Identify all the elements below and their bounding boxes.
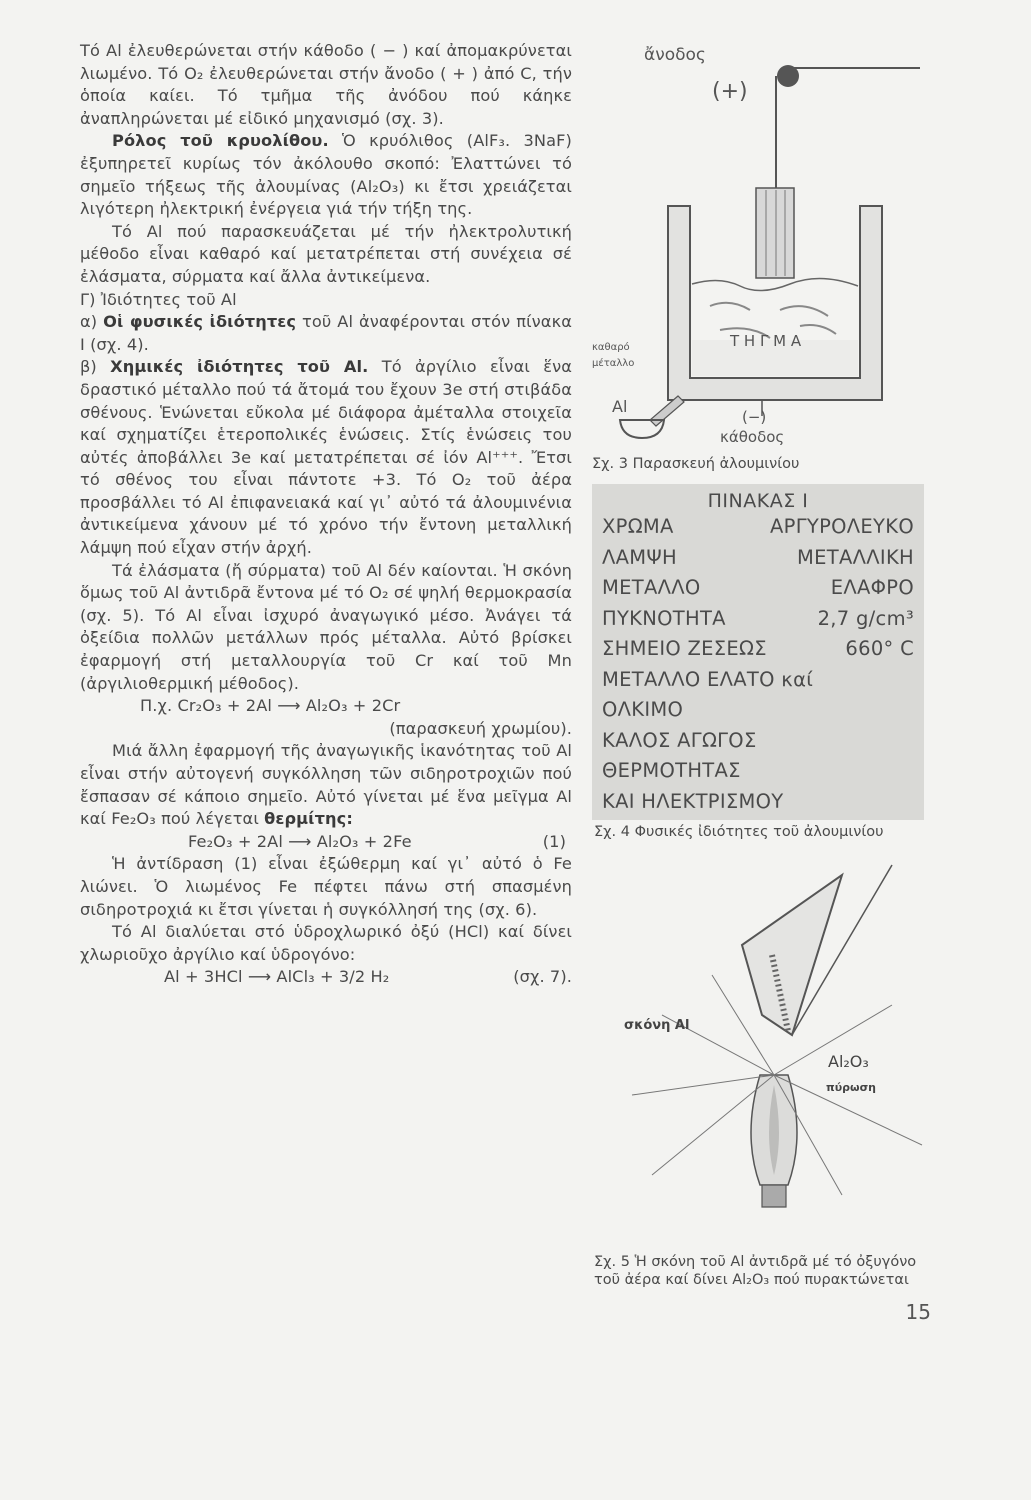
section-heading-properties: Γ) Ἰδιότητες τοῦ Al bbox=[80, 289, 237, 309]
pure-metal-label-1: καθαρό bbox=[592, 342, 630, 353]
chemical-heading: Χημικές ἰδιότητες τοῦ Al. bbox=[110, 357, 369, 377]
paragraph-electrolysis: Τό Al ἐλευθερώνεται στήν κάθοδο ( − ) καί ἀπομακρύνεται λιωμένο. Τό O₂ ἐλευθερώνεται στήν ἄνοδο ( + ) ἀπό C, τήν ὁποία καίει. Τό τμῆμα τῆς ἀνόδου πού κάηκε ἀναπληρώνεται μέ εἰδικό μηχανισμό (σχ. 3). bbox=[80, 41, 572, 128]
paragraph-physical bbox=[80, 311, 572, 356]
physical-heading: Οἱ φυσικές ἰδιότητες bbox=[103, 312, 297, 332]
burner-icon bbox=[762, 1185, 786, 1207]
table-row: ΚΑΙ ΗΛΕΚΤΡΙΣΜΟΥ bbox=[602, 789, 784, 813]
table-row bbox=[592, 573, 924, 604]
paper-funnel-icon bbox=[742, 875, 842, 1035]
paragraph-hcl: Τό Al διαλύεται στό ὑδροχλωρικό ὀξύ (HCl) καί δίνει χλωριοῦχο ἀργίλιο καί ὑδρογόνο: bbox=[80, 922, 572, 964]
figure-5-caption: Σχ. 5 Ἡ σκόνη τοῦ Al ἀντιδρᾶ μέ τό ὀξυγόνο τοῦ ἀέρα καί δίνει Al₂O₃ πού πυρακτώνεται bbox=[594, 1254, 917, 1288]
anode-sign: (+) bbox=[712, 79, 748, 104]
oxide-label: Al₂O₃ bbox=[828, 1052, 869, 1071]
equation-thermite bbox=[80, 831, 572, 854]
row-value: ΕΛΑΦΡΟ bbox=[830, 576, 914, 599]
figure-3-caption: Σχ. 3 Παρασκευή ἀλουμινίου bbox=[592, 456, 800, 472]
electrolysis-diagram bbox=[590, 40, 920, 480]
list-marker-a: α) bbox=[80, 312, 104, 332]
row-value: ΜΕΤΑΛΛΙΚΗ bbox=[797, 545, 914, 569]
table-row bbox=[592, 604, 924, 635]
table-row: ΘΕΡΜΟΤΗΤΑΣ bbox=[602, 759, 741, 782]
table-row bbox=[592, 634, 924, 665]
chemical-text: Τό ἀργίλιο εἶναι ἕνα δραστικό μέταλλο πού τά ἄτομά του ἔχουν 3e στή στιβάδα σθένους. Ἑνώνεται εὔκολα μέ διάφορα ἀμέταλλα στοιχεῖα καί σχηματίζει ἑτεροπολικές ἑνώσεις. Στίς ἑνώσεις του αὐτές ἀποβάλλει 3e καί μετατρέπεται σέ ἰόν Al⁺⁺⁺. Ἔτσι τό σθένος του εἶναι πάντοτε +3. Τό O₂ τοῦ ἀέρα προσβάλλει τό Al ἐπιφανειακά καί γι᾿ αὐτό τά ἀλουμινένια ἀντικείμενα χάνουν μέ τό χρόνο τήν ἔντονη μεταλλική λάμψη πού εἶχαν στήν ἀρχή. bbox=[80, 357, 572, 558]
paragraph-cryolite bbox=[80, 130, 572, 220]
paragraph-powder: Τά ἐλάσματα (ἤ σύρματα) τοῦ Al δέν καίονται. Ἡ σκόνη ὅμως τοῦ Al ἀντιδρᾶ ἔντονα μέ τό O₂ σέ ψηλή θερμοκρασία (σχ. 5). Τό Al εἶναι ἰσχυρό ἀναγωγικό μέσο. Ἀνάγει τά ὀξείδια πολλῶν μετάλλων πρός μέταλλα. Αὐτό βρίσκει ἐφαρμογή στή μεταλλουργία τοῦ Cr καί τοῦ Mn (ἀργιλιοθερμική μέθοδος). bbox=[80, 560, 572, 693]
cathode-sign: (−) bbox=[742, 408, 767, 426]
powder-diagram bbox=[592, 845, 932, 1255]
figure-al-powder bbox=[592, 845, 932, 1288]
paragraph-welding: Ἡ ἀντίδραση (1) εἶναι ἐξώθερμη καί γι᾿ αὐτό ὁ Fe λιώνει. Ὁ λιωμένος Fe πέφτει πάνω στή σπασμένη σιδηροτροχιά κι ἔτσι γίνεται ἡ συγκόλλησή της (σχ. 6). bbox=[80, 854, 572, 919]
list-marker-b: β) bbox=[80, 357, 111, 377]
cryolite-heading: Ρόλος τοῦ κρυολίθου. bbox=[112, 131, 329, 151]
figure-4-caption: Σχ. 4 Φυσικές ἰδιότητες τοῦ ἀλουμινίου bbox=[594, 824, 884, 840]
page-number: 15 bbox=[905, 1300, 931, 1324]
cryolite-text: Ὁ κρυόλιθος (AlF₃. 3NaF) ἐξυπηρετεῖ κυρίως τόν ἀκόλουθο σκοπό: Ἐλαττώνει τό σημεῖο τήξεως τῆς ἀλουμίνας (Al₂O₃) κι ἔτσι χρειάζεται λιγότερη ἠλεκτρική ἐνέργεια γιά τήν τήξη της. bbox=[80, 131, 572, 219]
paragraph-thermite bbox=[80, 740, 572, 830]
row-key: ΜΕΤΑΛΛΟ bbox=[602, 576, 701, 599]
al-label: Al bbox=[612, 397, 628, 416]
table-title: ΠΙΝΑΚΑΣ Ι bbox=[707, 490, 809, 512]
table-row: ΜΕΤΑΛΛΟ ΕΛΑΤΟ καί bbox=[602, 667, 814, 691]
table-row bbox=[592, 512, 924, 543]
paragraph-pure-al: Τό Al πού παρασκευάζεται μέ τήν ἠλεκτρολυτική μέθοδο εἶναι καθαρό καί μετατρέπεται στή συνέχεια σέ ἐλάσματα, σύρματα καί ἄλλα ἀντικείμενα. bbox=[80, 221, 572, 286]
equation-thermite-formula: Fe₂O₃ + 2Al ⟶ Al₂O₃ + 2Fe bbox=[188, 831, 412, 851]
table-row bbox=[592, 543, 924, 574]
row-key: ΠΥΚΝΟΤΗΤΑ bbox=[602, 606, 726, 630]
row-key: ΧΡΩΜΑ bbox=[602, 515, 674, 538]
equation-chromium-note: (παρασκευή χρωμίου). bbox=[389, 718, 572, 738]
table-row: ΟΛΚΙΜΟ bbox=[602, 698, 684, 721]
carbon-anode bbox=[756, 188, 794, 278]
row-value: 660° C bbox=[845, 637, 914, 660]
cathode-label: κάθοδος bbox=[720, 428, 785, 446]
equation-hcl bbox=[80, 966, 572, 989]
pure-metal-label-2: μέταλλο bbox=[592, 358, 635, 369]
row-value: ΑΡΓΥΡΟΛΕΥΚΟ bbox=[770, 515, 914, 538]
equation-hcl-ref: (σχ. 7). bbox=[513, 967, 572, 987]
equation-hcl-formula: Al + 3HCl ⟶ AlCl₃ + 3/2 H₂ bbox=[164, 967, 390, 987]
row-key: ΣΗΜΕΙΟ ΖΕΣΕΩΣ bbox=[602, 637, 767, 660]
table-physical-properties bbox=[592, 484, 924, 820]
table-row: ΚΑΛΟΣ ΑΓΩΓΟΣ bbox=[602, 728, 757, 752]
main-text-column bbox=[80, 40, 572, 989]
equation-chromium: Π.χ. Cr₂O₃ + 2Al ⟶ Al₂O₃ + 2Cr bbox=[140, 696, 401, 716]
fire-label: πύρωση bbox=[826, 1081, 876, 1094]
figure-electrolysis-cell bbox=[590, 40, 920, 480]
thermite-heading: θερμίτης: bbox=[264, 809, 353, 829]
row-value: 2,7 g/cm³ bbox=[817, 606, 914, 630]
anode-label: ἄνοδος bbox=[644, 45, 706, 65]
physical-text: τοῦ Al ἀναφέρονται στόν πίνακα Ι (σχ. 4). bbox=[80, 312, 572, 354]
equation-number: (1) bbox=[542, 831, 566, 851]
paragraph-chemical bbox=[80, 356, 572, 559]
row-key: ΛΑΜΨΗ bbox=[602, 545, 678, 569]
melt-surface bbox=[692, 278, 858, 290]
thermite-text: Μιά ἄλλη ἐφαρμογή τῆς ἀναγωγικῆς ἱκανότητας τοῦ Al εἶναι στήν αὐτογενή συγκόλληση τῶν σιδηροτροχιῶν πού ἔσπασαν σέ κάποιο σημεῖο. Αὐτό γίνεται μέ ἕνα μεῖγμα Al καί Fe₂O₃ πού λέγεται bbox=[80, 741, 572, 829]
powder-label: σκόνη Al bbox=[624, 1018, 690, 1033]
melt-label: Τ Η Γ Μ Α bbox=[730, 332, 802, 350]
